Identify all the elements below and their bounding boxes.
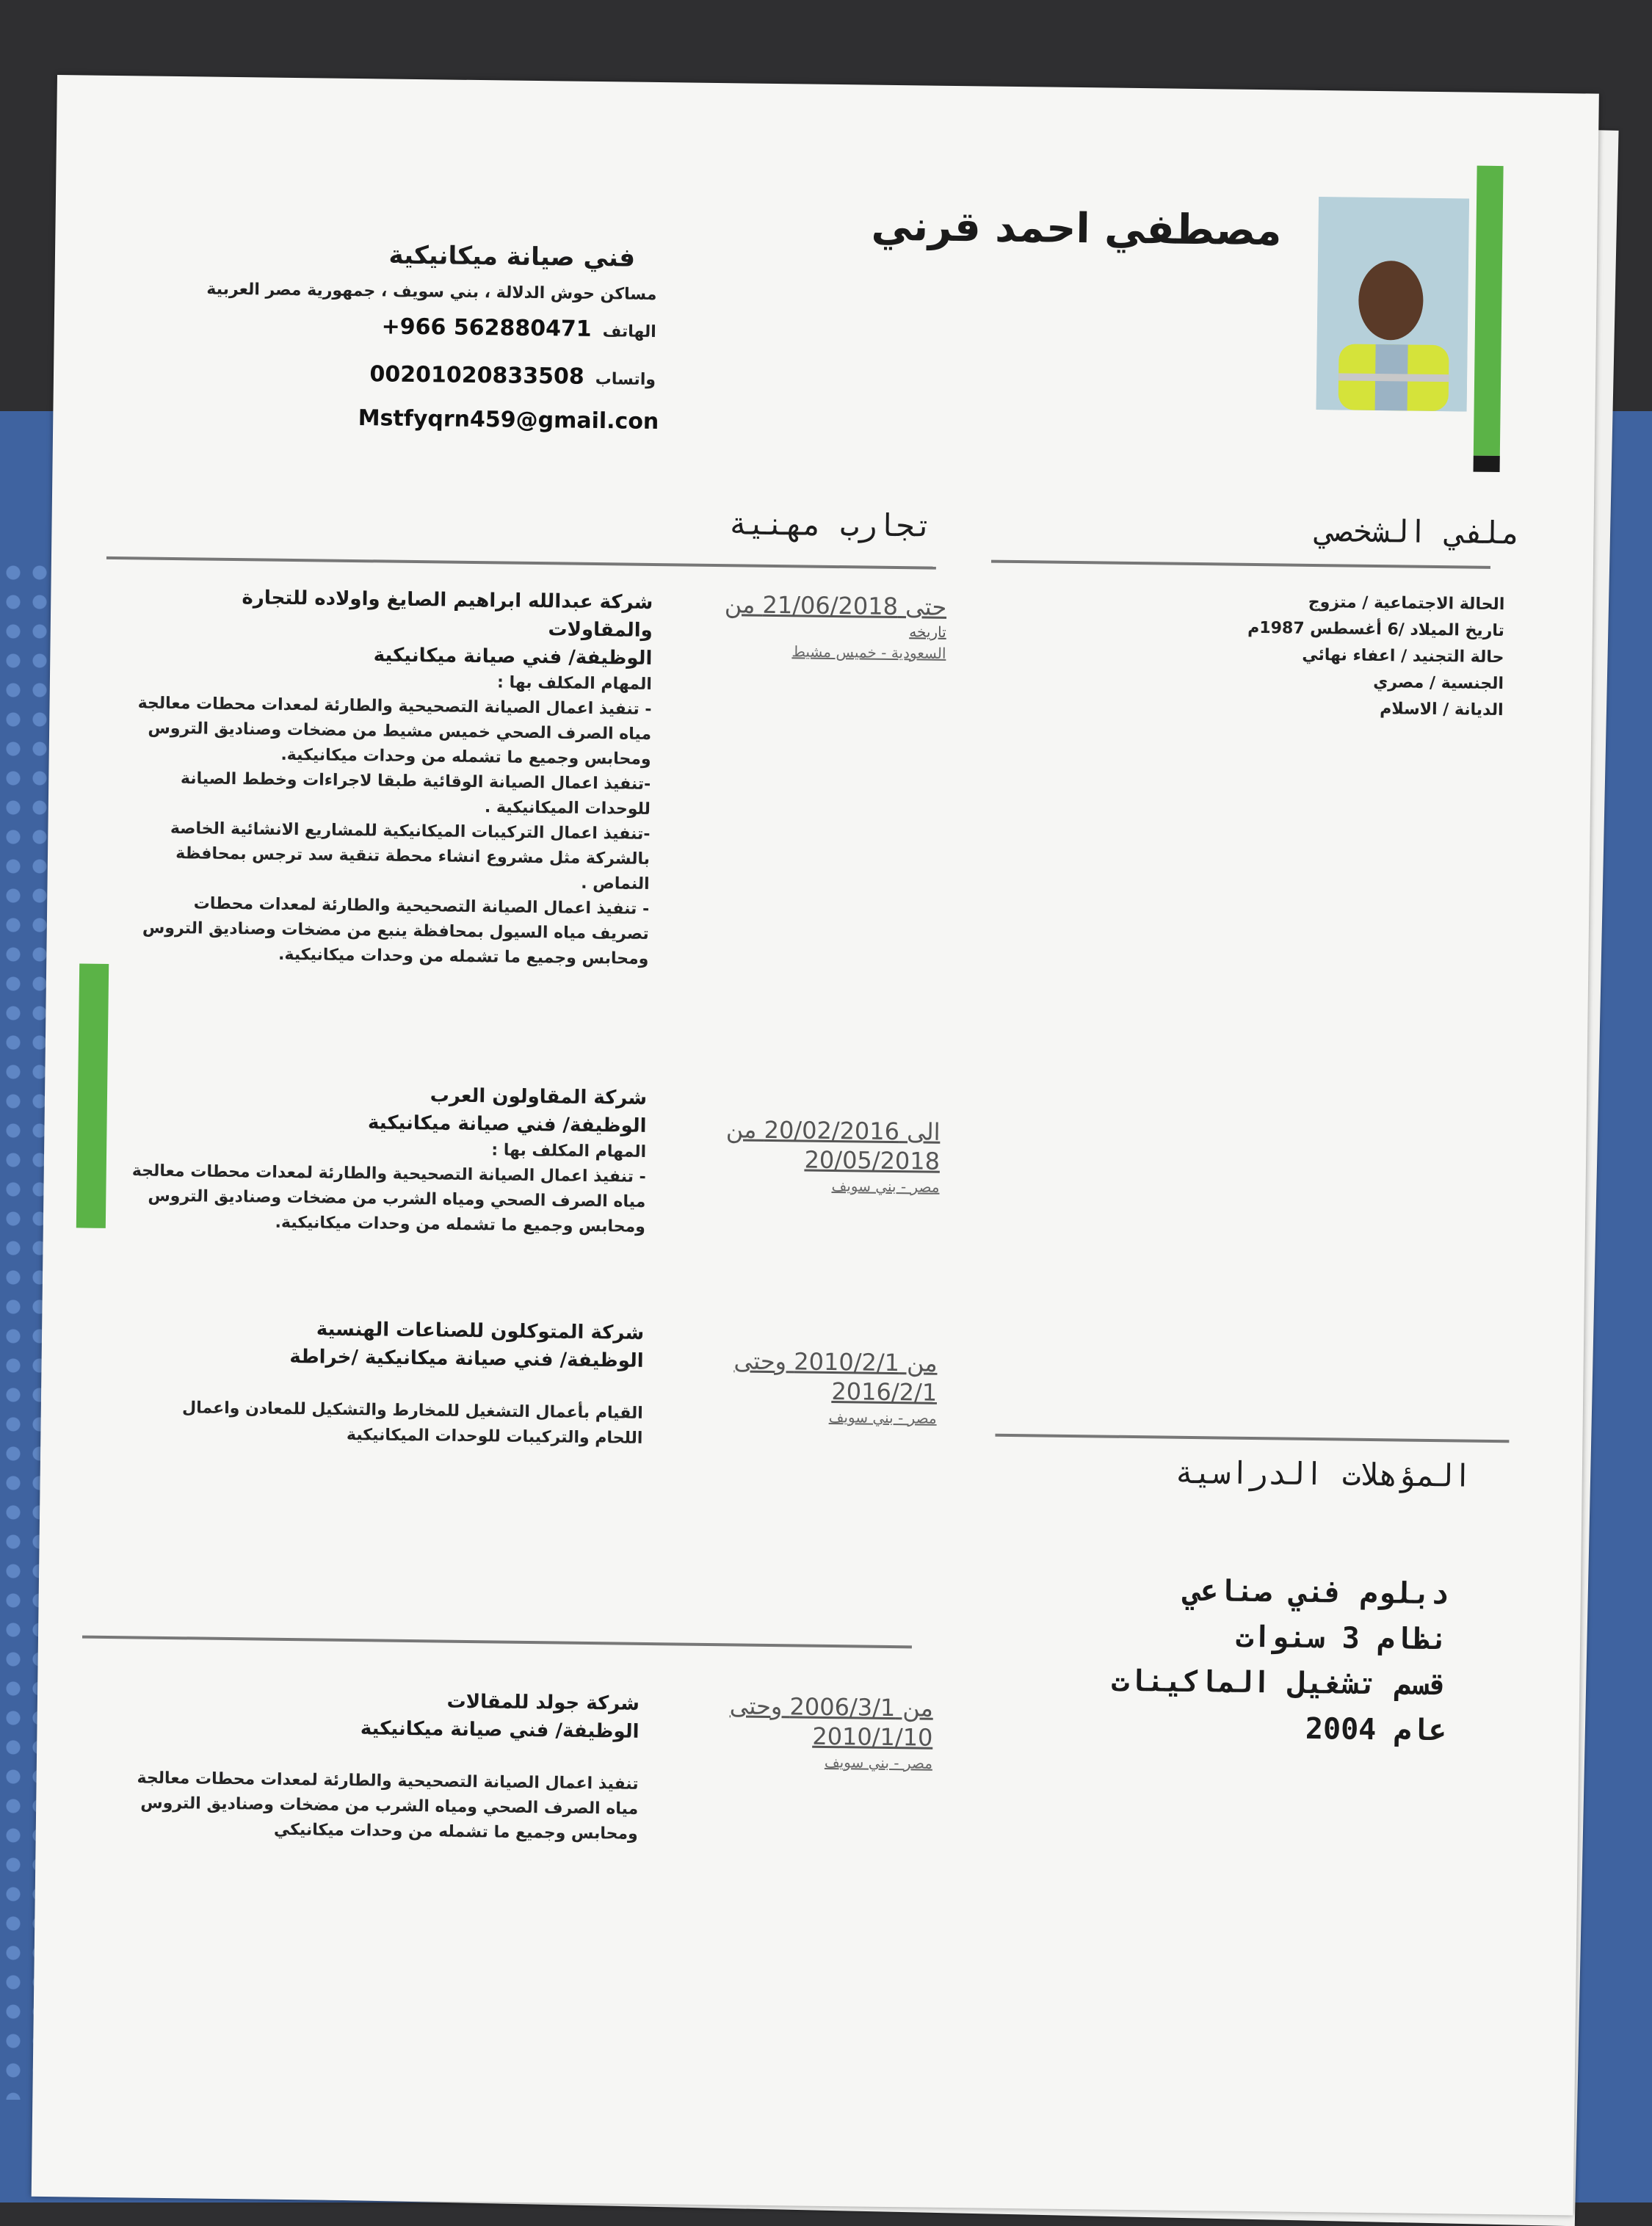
exp1-role: الوظيفة/ فني صيانة ميكانيكية [373,644,653,670]
phone-number: +966 562880471 [381,313,592,342]
whatsapp-label: واتساب [595,369,656,389]
exp2-dates [689,1114,940,1198]
nationality: الجنسية / مصري [1373,672,1504,694]
exp2-details [131,1078,648,1240]
education-department: قسم تشغيل الماكينات [1111,1664,1448,1703]
exp4-task: تنفيذ اعمال الصيانة التصحيحية والطارئة لمعدات محطات معالجة مياه الصرف الصحي ومياه الشرب من مضخات وصناديق التروس ومحابس وجميع ما تشمله من وحدات ميكانيكي [137,1769,639,1843]
cv-page [32,75,1599,2215]
exp3-task: القيام بأعمال التشغيل للمخارط والتشكيل للمعادن واعمال اللحام والتركيبات للوحدات الميكانيكية [181,1399,643,1448]
exp2-location: مصر - بني سويف [831,1176,940,1196]
religion: الديانة / الاسلام [1380,700,1504,720]
education-rule [995,1434,1509,1443]
exp4-company: شركة جولد للمقالات [446,1690,640,1715]
email: Mstfyqrn459@gmail.con [358,405,659,435]
education-year: عام 2004 [1305,1711,1447,1748]
profile-rule [991,560,1490,569]
profile-section-title: ملفي الشخصي [1316,512,1521,551]
exp1-task: -تنفيذ اعمال التركيبات الميكانيكية للمشاريع الانشائية الخاصة بالشركة مثل مشروع انشاء محطة تنقية سد ترجس بمحافظة النماص . [170,819,651,893]
exp2-tasks-label: المهام المكلف بها : [491,1141,647,1161]
exp4-date-range: من 2006/3/1 وحتى [729,1692,934,1722]
exp1-task: - تنفيذ اعمال الصيانة التصحيحية والطارئة لمعدات محطات تصريف مياه السيول بمحافظة ينبع من مضخات وصناديق التروس ومحابس وجميع ما تشمله من وحدات ميكانيكية. [142,894,650,968]
military-status: حالة التجنيد / اعفاء نهائي [1302,645,1504,667]
exp4-details [124,1683,640,1847]
job-title: فني صيانة ميكانيكية [388,240,636,273]
header-black-block [1474,456,1500,472]
exp2-company: شركة المقاولون العرب [430,1084,648,1109]
exp2-role: الوظيفة/ فني صيانة ميكانيكية [367,1112,647,1137]
exp3-date-end: 2016/2/1 [831,1377,938,1407]
education-section-title: المؤهلات الدراسية [1174,1454,1473,1494]
exp1-company: شركة عبدالله ابراهيم الصايغ واولاده للتجارة والمقاولات [242,587,653,642]
phone-row [275,313,656,343]
exp4-date-end: 2010/1/10 [812,1722,933,1752]
phone-label: الهاتف [602,322,656,341]
exp2-task: - تنفيذ اعمال الصيانة التصحيحية والطارئة لمعدات محطات معالجة مياه الصرف الصحي ومياه الشرب من مضخات وصناديق التروس ومحابس وجميع ما تشمله من وحدات ميكانيكية. [131,1161,646,1236]
exp1-location: السعودية - خميس مشيط [791,642,946,662]
education-duration: نظام 3 سنوات [1235,1620,1449,1657]
exp3-location: مصر - بني سويف [828,1407,937,1427]
exp1-task: -تنفيذ اعمال الصيانة الوقائية طبقا لاجراءات وخطط الصيانة للوحدات الميكانيكية . [180,769,651,819]
exp1-date-end: تاريخه [909,623,946,641]
exp3-date-range: من 2010/2/1 وحتى [733,1346,938,1377]
profile-details [1077,587,1504,724]
exp1-dates [696,590,946,664]
exp4-location: مصر - بني سويف [824,1752,933,1772]
exp4-role: الوظيفة/ فني صيانة ميكانيكية [360,1717,640,1743]
whatsapp-row [274,360,656,391]
experience-section-title: تجارب مهنية [728,505,933,544]
whatsapp-number: 00201020833508 [369,361,584,390]
exp3-company: شركة المتوكلون للصناعات الهنسية [316,1318,645,1344]
exp1-date-range: حتى 21/06/2018 من [724,590,947,621]
profile-photo [1316,197,1470,411]
header-green-bar [1474,166,1504,456]
education-degree: دبلوم فني صناعي [1183,1573,1449,1612]
experience-bottom-rule [82,1636,912,1649]
marital-status: الحالة الاجتماعية / متزوج [1308,592,1505,614]
full-name: مصطفي احمد قرني [871,202,1282,255]
side-green-bar [76,963,109,1228]
experience-rule [106,556,936,570]
exp1-details [134,582,653,972]
exp2-date-range: الى 20/02/2016 من [725,1115,941,1146]
exp1-tasks-label: المهام المكلف بها : [496,673,653,694]
exp3-dates [687,1346,938,1429]
address: مساكن حوش الدلالة ، بني سويف ، جمهورية مصر العربية [206,280,657,304]
exp3-role: الوظيفة/ فني صيانة ميكانيكية /خراطة [289,1345,644,1372]
exp3-details [128,1313,644,1451]
education-details [844,1564,1449,1753]
exp1-task: - تنفيذ اعمال الصيانة التصحيحية والطارئة لمعدات محطات معالجة مياه الصرف الصحي خميس مشيط من مضخات وصناديق التروس ومحابس وجميع ما تشمله من وحدات ميكانيكية. [137,694,652,769]
birth-date: تاريخ الميلاد /6 أغسطس 1987م [1247,618,1505,641]
exp2-date-end: 20/05/2018 [804,1145,941,1175]
